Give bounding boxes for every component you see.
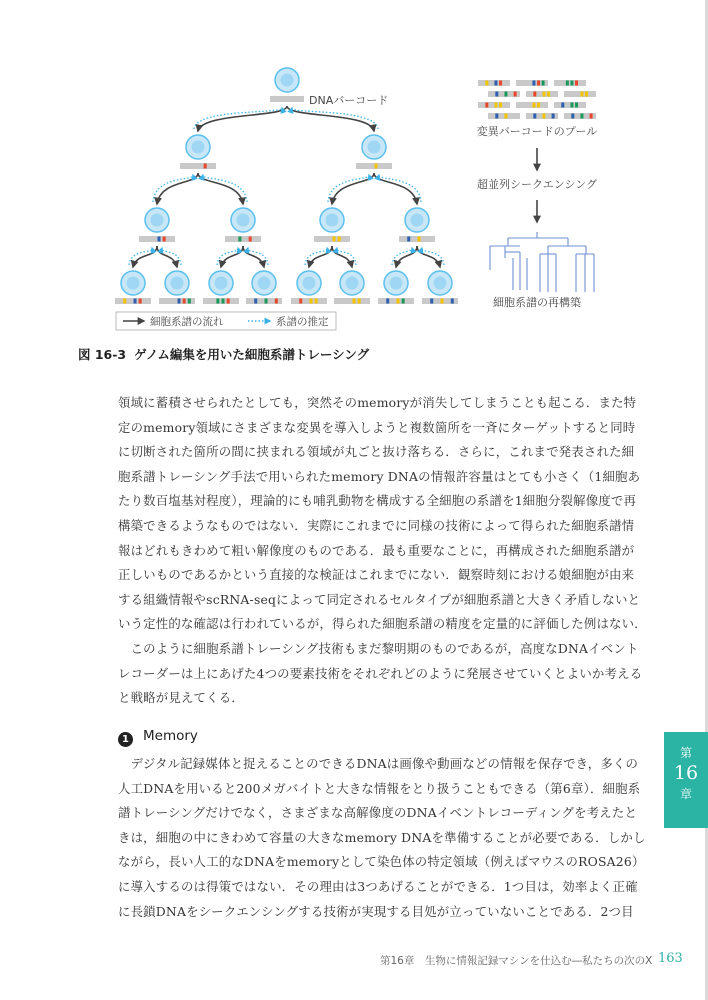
cell-nucleus (390, 277, 403, 290)
mutation-mark (310, 299, 313, 304)
chapter-tab[interactable] (664, 732, 708, 828)
mutation-mark (532, 81, 535, 86)
dna-barcode (526, 91, 558, 97)
dna-barcode (180, 163, 216, 169)
lineage-flow-arrow (309, 246, 332, 267)
text-line: ながら，長い人工的なDNAをmemoryとして染色体の特定領域（例えばマウスのROSA26） (118, 854, 645, 870)
mutation-mark (178, 299, 181, 304)
text-line: 定のmemory領域にさまざまな変異を導入しようと複数箇所を一斉にターゲットすると同時 (118, 419, 636, 435)
mutation-mark (514, 92, 517, 97)
mutation-mark (451, 299, 454, 304)
lineage-tree (115, 68, 458, 304)
text-line: に導入するのは得策ではない．その理由は3つあげることができる．1つ目は，効率よく正確 (118, 878, 638, 894)
dna-barcode (314, 236, 350, 242)
mutation-mark (542, 114, 545, 119)
reconstructed-tree (490, 232, 594, 292)
lineage-flow-arrow (243, 246, 264, 267)
mutation-mark (485, 81, 488, 86)
mutation-mark (570, 103, 573, 108)
text-line: に長鎖DNAをシークエンシングする技術が実現する目処が立っていないことである．2つ目 (118, 903, 634, 919)
mutation-mark (227, 299, 230, 304)
mutation-mark (402, 299, 405, 304)
mutation-mark (249, 237, 252, 242)
text-line: デジタル記録媒体と捉えることのできるDNAは画像や動画などの情報を保存でき，多くの (118, 756, 639, 771)
body-text-2 (118, 752, 670, 924)
cell-nucleus (411, 214, 424, 227)
legend-estimate: 系譜の推定 (276, 316, 329, 328)
mutation-mark (552, 114, 555, 119)
text-line: と戦略が見えてくる． (118, 690, 244, 706)
text-line: 胞系譜トレーシング手法で用いられたmemory DNAの情報許容量はとても小さく（1細胞あ (118, 468, 641, 484)
dna-barcode (478, 102, 510, 108)
chapter-tab-suffix: 章 (679, 787, 692, 801)
text-line: 領域に蓄積させられたとしても，突然そのmemoryが消失してしまうことも起こる．また特 (118, 395, 637, 410)
lineage-flow-arrow (198, 106, 287, 131)
mutation-mark (537, 103, 540, 108)
mutation-mark (407, 237, 410, 242)
lineage-flow-arrow (157, 173, 198, 204)
dna-barcode (139, 236, 175, 242)
mutation-mark (494, 103, 497, 108)
mutation-mark (275, 299, 278, 304)
cell-nucleus (192, 141, 205, 154)
text-line: する組織情報やscRNA-seqによって同定されるセルタイプが細胞系譜と大きく矛盾しないと (118, 591, 641, 607)
text-line: 報はどれもきわめて粗い解像度のものである．最も重要なことに，再構成された細胞系譜が (118, 542, 635, 558)
mutation-mark (375, 164, 378, 169)
running-footer: 第16章 生物に情報記録マシンを仕込む―私たちの次のX (380, 955, 653, 967)
mutation-mark (537, 81, 540, 86)
section-heading (118, 728, 198, 747)
text-line: 構築できるようなものではない．実際にこれまでに同様の技術によって得られた細胞系譜情 (118, 517, 635, 533)
barcode-pool (478, 80, 596, 119)
dna-barcode (564, 91, 596, 97)
mutation-mark (575, 81, 578, 86)
cell-nucleus (434, 277, 447, 290)
dna-barcode (356, 163, 392, 169)
mutation-mark (495, 92, 498, 97)
reconstruction-label: 細胞系譜の再構築 (493, 296, 581, 309)
cell-nucleus (215, 277, 228, 290)
mutation-mark (397, 299, 400, 304)
mutation-mark (590, 114, 593, 119)
dna-barcode-label: DNAバーコード (309, 94, 389, 107)
dna-barcode (203, 298, 239, 304)
dna-barcode (378, 298, 414, 304)
dna-barcode (115, 298, 151, 304)
lineage-flow-arrow (332, 173, 374, 204)
mutation-mark (566, 81, 569, 86)
mutation-mark (338, 237, 341, 242)
mutation-mark (504, 92, 507, 97)
legend (116, 312, 336, 330)
cell-nucleus (127, 277, 140, 290)
lineage-estimate-arrow (392, 248, 412, 265)
text-line: 人工DNAを用いると200メガバイトと大きな情報をとり扱うこともできる（第6章）．細胞系 (118, 780, 641, 796)
mutation-mark (580, 92, 583, 97)
mutation-mark (575, 103, 578, 108)
mutation-mark (570, 81, 573, 86)
mutation-mark (163, 237, 166, 242)
sequencing-label: 超並列シークエンシング (476, 178, 598, 191)
dna-barcode (225, 236, 261, 242)
cell-nucleus (237, 214, 250, 227)
lineage-estimate-arrow (422, 248, 444, 265)
cell-nucleus (346, 277, 359, 290)
lineage-tracing-figure (0, 0, 708, 340)
mutation-mark (542, 92, 545, 97)
cell-nucleus (171, 277, 184, 290)
dna-barcode (554, 102, 586, 108)
legend-flow: 細胞系譜の流れ (150, 316, 224, 328)
lineage-estimate-arrow (337, 248, 356, 265)
lineage-estimate-arrow (217, 248, 238, 265)
mutation-mark (495, 114, 498, 119)
mutation-mark (494, 81, 497, 86)
dna-barcode (334, 298, 370, 304)
page-number: 163 (658, 951, 683, 966)
section-title: Memory (143, 728, 198, 744)
text-line: に切断された箇所の間に挟まれる領域が丸ごと抜け落ちる．さらに，これまで発表された細 (118, 444, 635, 460)
text-line: 正しいものであるかという直接的な検証はこれまでにない．観察時刻における娘細胞が由来 (118, 567, 635, 583)
text-line: 譜トレーシングだけでなく，さまざまな高解像度のDNAイベントレコーディングを考えたと (118, 805, 638, 821)
mutation-mark (254, 299, 257, 304)
lineage-flow-arrow (332, 246, 352, 267)
mutation-mark (547, 92, 550, 97)
mutation-mark (571, 114, 574, 119)
cell-nucleus (258, 277, 271, 290)
chapter-tab-prefix: 第 (679, 746, 692, 760)
mutation-mark (238, 237, 241, 242)
cell-nucleus (281, 74, 294, 87)
mutation-mark (585, 92, 588, 97)
pool-label: 変異バーコードのプール (476, 125, 598, 138)
text-line: レコーダーは上にあげた4つの要素技術をそれぞれどのように発展させていくとよいか考える (118, 665, 643, 681)
mutation-mark (386, 299, 389, 304)
lineage-flow-arrow (374, 173, 417, 204)
body-text-1 (118, 391, 670, 711)
text-line: たり数百塩基対程度），理論的にも哺乳動物を構成する全細胞の系譜を1細胞分裂解像度で再 (118, 493, 637, 509)
lineage-flow-arrow (157, 246, 177, 267)
mutation-mark (358, 299, 361, 304)
lineage-flow-arrow (287, 106, 374, 131)
mutation-mark (533, 114, 536, 119)
mutation-mark (158, 237, 161, 242)
figure-number: 図 16-3 (78, 347, 127, 362)
mutation-mark (315, 299, 318, 304)
mutation-mark (504, 114, 507, 119)
mutation-mark (265, 299, 268, 304)
mutation-mark (222, 299, 225, 304)
lineage-estimate-arrow (305, 248, 327, 265)
mutation-mark (139, 299, 142, 304)
lineage-estimate-arrow (129, 248, 152, 265)
text-line: きは，細胞の中にきわめて容量の大きなmemory DNAを準備することが必要である．しかし (118, 829, 646, 845)
dna-barcode (291, 298, 327, 304)
dna-barcode (399, 236, 435, 242)
cell-nucleus (326, 214, 339, 227)
dna-barcode (488, 113, 520, 119)
dna-barcode (516, 102, 548, 108)
lineage-estimate-arrow (162, 248, 181, 265)
mutation-mark (299, 299, 302, 304)
mutation-mark (333, 237, 336, 242)
text-line: いう定性的な確認は行われているが，得られた細胞系譜の精度を定量的に評価した例はない． (118, 616, 647, 632)
figure-title: ゲノム編集を用いた細胞系譜トレーシング (134, 347, 370, 362)
mutation-mark (561, 103, 564, 108)
number-bullet: 1 (118, 732, 133, 747)
lineage-flow-arrow (417, 246, 440, 267)
mutation-mark (353, 299, 356, 304)
mutation-mark (430, 299, 433, 304)
cell-nucleus (303, 277, 316, 290)
mutation-mark (533, 92, 536, 97)
mutation-mark (499, 103, 502, 108)
mutation-mark (532, 103, 535, 108)
text-line: このように細胞系譜トレーシング技術もまだ黎明期のものであるが，高度なDNAイベント (118, 640, 639, 656)
lineage-flow-arrow (221, 246, 243, 267)
lineage-estimate-arrow (292, 108, 378, 129)
lineage-flow-arrow (396, 246, 417, 267)
mutation-mark (216, 299, 219, 304)
cell-nucleus (151, 214, 164, 227)
mutation-mark (542, 81, 545, 86)
mutation-mark (580, 114, 583, 119)
chapter-tab-number: 16 (673, 762, 699, 784)
dna-barcode (478, 80, 510, 86)
cell-nucleus (368, 141, 381, 154)
lineage-estimate-arrow (248, 248, 268, 265)
mutation-mark (183, 299, 186, 304)
mutation-mark (418, 237, 421, 242)
lineage-flow-arrow (133, 246, 157, 267)
mutation-mark (441, 299, 444, 304)
mutation-mark (204, 164, 207, 169)
dna-barcode (554, 80, 586, 86)
dna-barcode (270, 96, 304, 102)
mutation-mark (485, 103, 488, 108)
figure-caption (78, 345, 369, 363)
mutation-mark (499, 81, 502, 86)
lineage-estimate-arrow (194, 108, 282, 129)
mutation-mark (134, 299, 137, 304)
mutation-mark (123, 299, 126, 304)
mutation-mark (188, 299, 191, 304)
